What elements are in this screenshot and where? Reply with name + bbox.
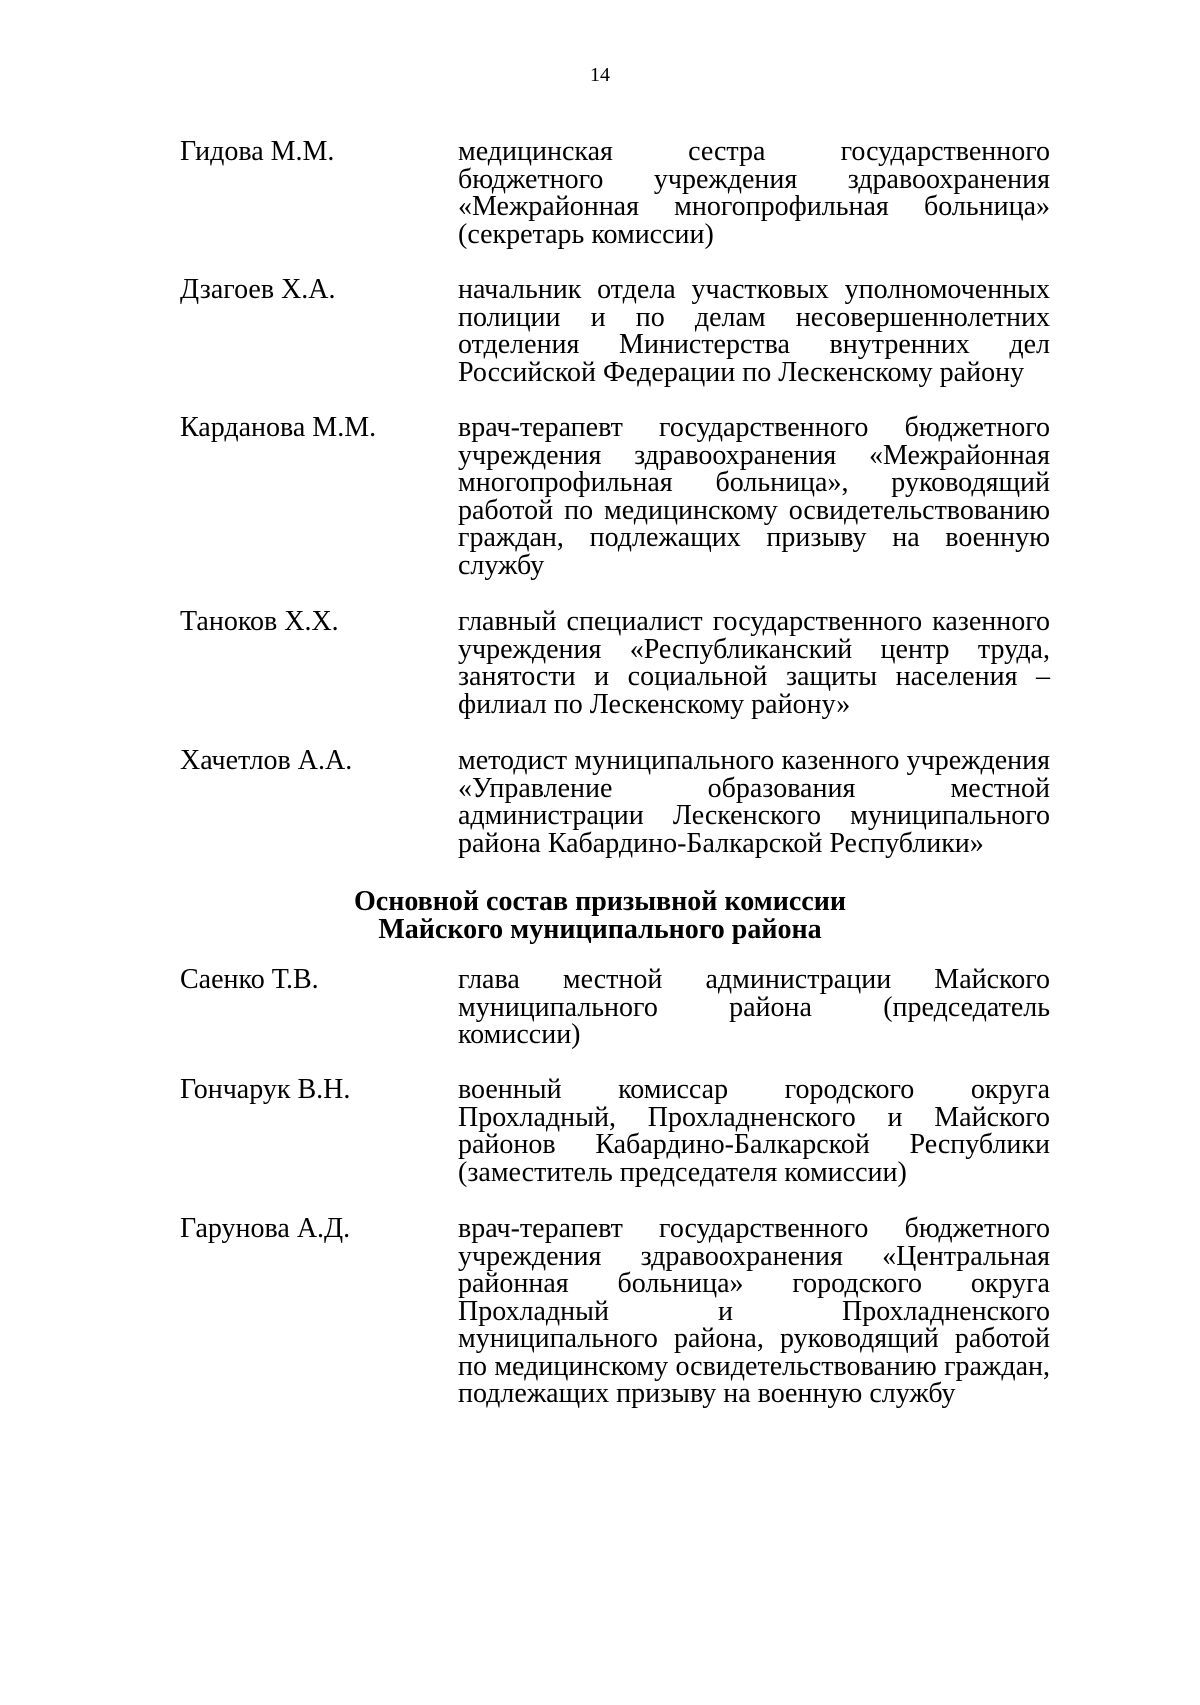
section-title-line: Основной состав призывной комиссии (354, 886, 846, 917)
member-name: Карданова М.М. (180, 412, 377, 443)
member-name: Гидова М.М. (180, 136, 335, 167)
section-title (0, 888, 1200, 944)
member-role: врач-терапевт государственного бюджетного учреждения здравоохранения «Центральная районная больница» городского округа Прохладный и Прохладненского муниципального района, руководящий работой по медицинскому освидетельствованию граждан, подлежащих призыву на военную службу (458, 1213, 1050, 1409)
member-name: Хачетлов А.А. (180, 745, 353, 776)
member-role: глава местной администрации Майского муниципального района (председатель комиссии) (458, 964, 1050, 1050)
member-role: начальник отдела участковых уполномоченных полиции и по делам несовершеннолетних отделения Министерства внутренних дел Российской Федерации по Лескенскому району (458, 274, 1050, 388)
member-role: медицинская сестра государственного бюджетного учреждения здравоохранения «Межрайонная многопрофильная больница» (секретарь комиссии) (458, 136, 1050, 250)
member-name: Саенко Т.В. (180, 964, 319, 995)
member-role: методист муниципального казенного учреждения «Управление образования местной администрации Лескенского муниципального района Кабардино-Балкарской Республики» (458, 745, 1050, 859)
member-name: Гончарук В.Н. (180, 1074, 351, 1105)
member-role: военный комиссар городского округа Прохладный, Прохладненского и Майского районов Кабардино-Балкарской Республики (заместитель председателя комиссии) (458, 1074, 1050, 1188)
member-name: Гарунова А.Д. (180, 1213, 351, 1244)
member-name: Дзагоев Х.А. (180, 274, 336, 305)
page-number: 14 (590, 64, 610, 86)
member-name: Таноков Х.Х. (180, 606, 339, 637)
member-role: главный специалист государственного казенного учреждения «Республиканский центр труда, занятости и социальной защиты населения – филиал по Лескенскому району» (458, 606, 1050, 720)
member-role: врач-терапевт государственного бюджетного учреждения здравоохранения «Межрайонная многопрофильная больница», руководящий работой по медицинскому освидетельствованию граждан, подлежащих призыву на военную службу (458, 412, 1050, 581)
section-title-line: Майского муниципального района (378, 914, 822, 945)
